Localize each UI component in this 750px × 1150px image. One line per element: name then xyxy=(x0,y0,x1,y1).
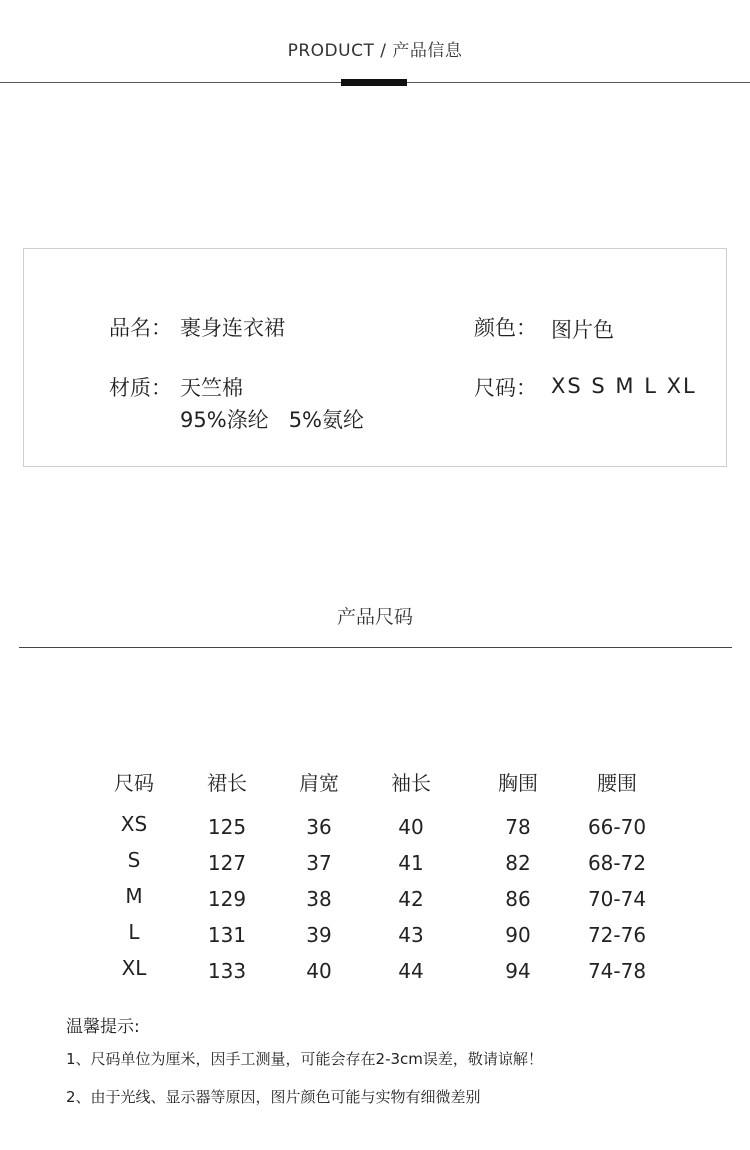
table-cell: 38 xyxy=(306,887,332,911)
table-cell: 90 xyxy=(505,923,531,947)
table-cell: 42 xyxy=(398,887,424,911)
table-cell: 131 xyxy=(207,923,247,947)
table-cell: 68-72 xyxy=(587,851,647,875)
table-cell: 127 xyxy=(207,851,247,875)
table-cell: 40 xyxy=(398,815,424,839)
table-header-bust: 胸围 xyxy=(498,771,538,795)
name-label: 品名： xyxy=(109,316,172,340)
header-accent-bar xyxy=(341,79,407,86)
table-cell: 41 xyxy=(398,851,424,875)
size-options: XS S M L XL xyxy=(551,374,697,398)
table-cell: 94 xyxy=(505,959,531,983)
table-cell: L xyxy=(128,920,140,944)
size-section-divider xyxy=(19,647,732,648)
table-cell: 39 xyxy=(306,923,332,947)
table-cell: XS xyxy=(120,812,148,836)
table-cell: 78 xyxy=(505,815,531,839)
color-value: 图片色 xyxy=(551,318,614,342)
notes-title: 温馨提示: xyxy=(66,1017,140,1037)
size-label: 尺码： xyxy=(474,376,537,400)
table-cell: 36 xyxy=(306,815,332,839)
table-header-shoulder: 肩宽 xyxy=(299,771,339,795)
table-cell: XL xyxy=(121,956,147,980)
table-cell: 40 xyxy=(306,959,332,983)
table-cell: 74-78 xyxy=(587,959,647,983)
name-value: 裹身连衣裙 xyxy=(180,316,285,340)
table-cell: 125 xyxy=(207,815,247,839)
table-header-sleeve: 袖长 xyxy=(391,771,431,795)
note-item: 2、由于光线、显示器等原因，图片颜色可能与实物有细微差别 xyxy=(66,1088,481,1106)
page-title: PRODUCT / 产品信息 xyxy=(287,41,463,61)
size-section-title: 产品尺码 xyxy=(336,606,413,628)
table-header-waist: 腰围 xyxy=(597,771,637,795)
table-cell: S xyxy=(127,848,141,872)
table-cell: M xyxy=(125,884,143,908)
table-cell: 37 xyxy=(306,851,332,875)
table-cell: 129 xyxy=(207,887,247,911)
color-label: 颜色： xyxy=(474,316,537,340)
table-cell: 133 xyxy=(207,959,247,983)
table-cell: 86 xyxy=(505,887,531,911)
table-header-size: 尺码 xyxy=(114,771,154,795)
table-cell: 66-70 xyxy=(587,815,647,839)
material-composition: 95%涤纶 5%氨纶 xyxy=(180,408,365,432)
table-cell: 70-74 xyxy=(587,887,647,911)
product-info-box xyxy=(23,248,727,467)
material-value: 天竺棉 xyxy=(180,376,243,400)
material-label: 材质： xyxy=(109,376,172,400)
table-cell: 44 xyxy=(398,959,424,983)
table-header-length: 裙长 xyxy=(207,771,247,795)
table-cell: 43 xyxy=(398,923,424,947)
table-cell: 82 xyxy=(505,851,531,875)
note-item: 1、尺码单位为厘米，因手工测量，可能会存在2-3cm误差，敬请谅解！ xyxy=(66,1050,543,1068)
table-cell: 72-76 xyxy=(587,923,647,947)
